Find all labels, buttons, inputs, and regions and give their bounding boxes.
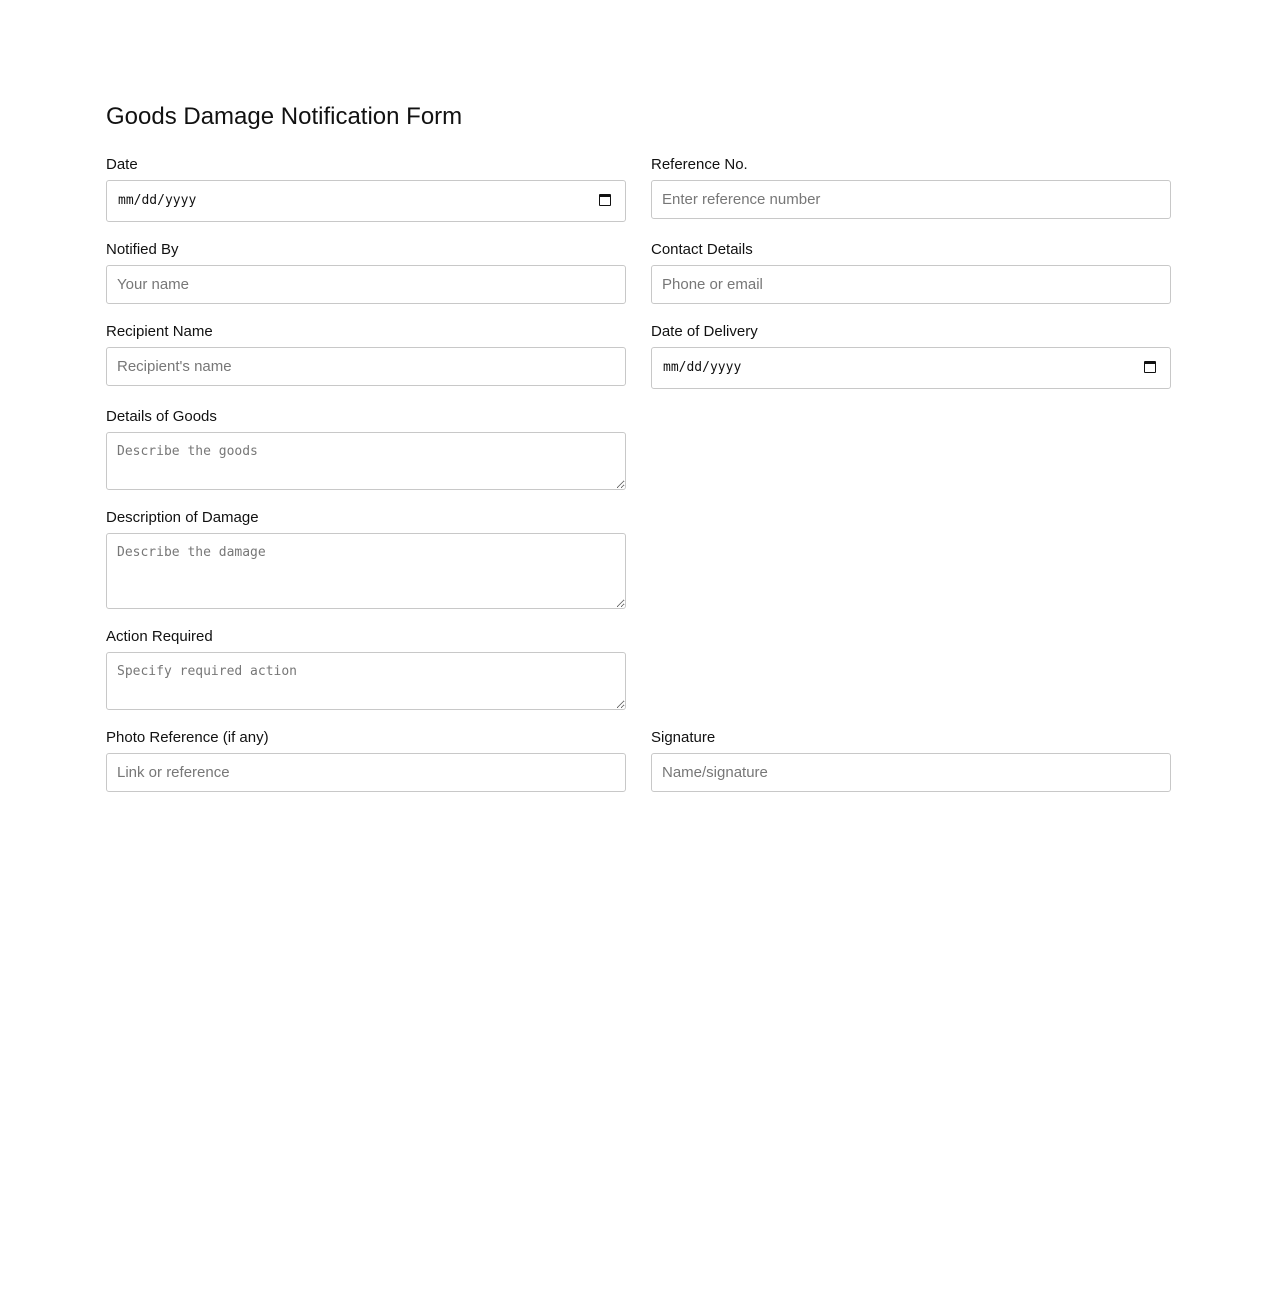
action-field-group xyxy=(106,628,626,710)
calendar-icon[interactable] xyxy=(1144,361,1156,373)
date-field-group xyxy=(106,156,626,222)
contact-input[interactable] xyxy=(651,265,1171,304)
recipient-field-group xyxy=(106,323,626,386)
contact-field-group xyxy=(651,241,1171,304)
delivery-date-input[interactable] xyxy=(651,347,1171,389)
goods-label: Details of Goods xyxy=(106,408,217,425)
photo-label: Photo Reference (if any) xyxy=(106,729,269,746)
signature-label: Signature xyxy=(651,729,716,746)
calendar-icon[interactable] xyxy=(599,194,611,206)
signature-input[interactable] xyxy=(651,753,1171,792)
page-title: Goods Damage Notification Form xyxy=(106,103,463,130)
photo-field-group xyxy=(106,729,626,792)
recipient-input[interactable] xyxy=(106,347,626,386)
reference-field-group xyxy=(651,156,1171,219)
date-value: mm/dd/yyyy xyxy=(118,193,197,208)
contact-label: Contact Details xyxy=(651,241,753,258)
damage-textarea[interactable] xyxy=(106,533,626,609)
delivery-date-field-group xyxy=(651,323,1171,389)
damage-field-group xyxy=(106,509,626,609)
damage-label: Description of Damage xyxy=(106,509,259,526)
recipient-label: Recipient Name xyxy=(106,323,213,340)
reference-input[interactable] xyxy=(651,180,1171,219)
photo-input[interactable] xyxy=(106,753,626,792)
notified-by-label: Notified By xyxy=(106,241,179,258)
date-label: Date xyxy=(106,156,138,173)
action-textarea[interactable] xyxy=(106,652,626,710)
signature-field-group xyxy=(651,729,1171,792)
notified-by-input[interactable] xyxy=(106,265,626,304)
reference-label: Reference No. xyxy=(651,156,748,173)
notified-by-field-group xyxy=(106,241,626,304)
date-input[interactable] xyxy=(106,180,626,222)
delivery-date-value: mm/dd/yyyy xyxy=(663,360,742,375)
action-label: Action Required xyxy=(106,628,213,645)
delivery-date-label: Date of Delivery xyxy=(651,323,758,340)
goods-field-group xyxy=(106,408,626,490)
goods-textarea[interactable] xyxy=(106,432,626,490)
